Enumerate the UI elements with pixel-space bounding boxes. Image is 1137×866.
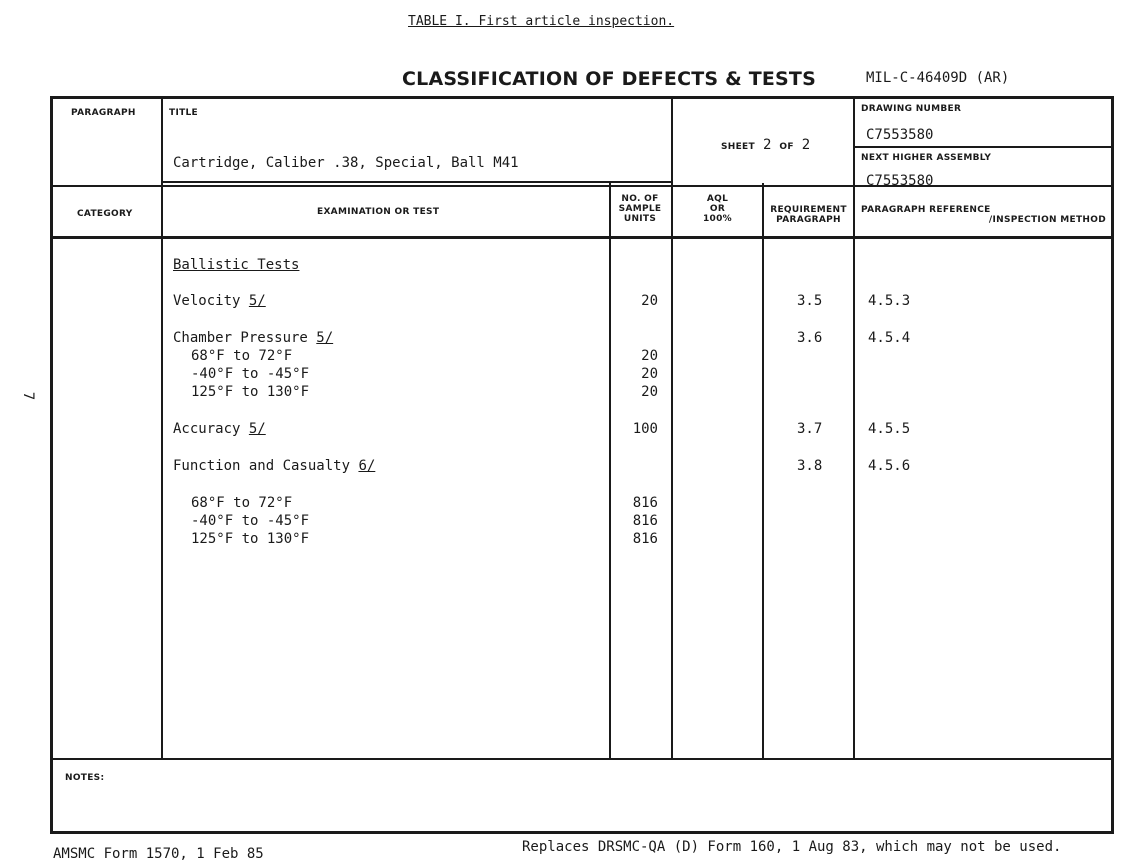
paragraph-label: PARAGRAPH [71,108,136,118]
test-function-casualty: Function and Casualty 6/ [173,458,376,474]
divider-samples [609,183,611,760]
drawing-number-label: DRAWING NUMBER [861,104,962,114]
req-function-casualty: 3.8 [797,458,823,474]
req-chamber-pressure: 3.6 [797,330,823,346]
col-requirement: REQUIREMENT PARAGRAPH [770,205,847,225]
page-number: 7 [20,391,37,401]
title-value: Cartridge, Caliber .38, Special, Ball M41 [173,155,519,171]
divider-category [161,99,163,760]
divider-notes [53,758,1114,760]
test-chamber-pressure: Chamber Pressure 5/ [173,330,334,346]
col-category: CATEGORY [77,209,133,219]
next-assembly-number: C7553580 [866,173,934,189]
temp-label: -40°F to -45°F [191,366,310,382]
samples-accuracy: 100 [632,421,658,437]
temp-samples: 20 [641,366,658,382]
replacement-notice: Replaces DRSMC-QA (D) Form 160, 1 Aug 83, which may not be used. [522,839,1062,855]
col-paragraph-reference: PARAGRAPH REFERENCE /INSPECTION METHOD [861,205,1106,225]
ref-chamber-pressure: 4.5.4 [868,330,911,346]
form-heading: CLASSIFICATION OF DEFECTS & TESTS [402,68,816,90]
divider-header [53,185,1114,187]
test-velocity: Velocity 5/ [173,293,266,309]
drawing-number: C7553580 [866,127,934,143]
temp-samples: 816 [632,513,658,529]
temp-label: 68°F to 72°F [191,348,293,364]
col-examination: EXAMINATION OR TEST [317,207,440,217]
spec-number: MIL-C-46409D (AR) [866,70,1010,86]
temp-label: -40°F to -45°F [191,513,310,529]
col-aql: AQL OR 100% [702,194,732,224]
title-label: TITLE [169,108,199,118]
sheet-number: 2 [762,137,772,153]
next-assembly-label: NEXT HIGHER ASSEMBLY [861,153,992,163]
sheet-indicator [721,137,810,153]
form-number: AMSMC Form 1570, 1 Feb 85 [53,846,264,862]
temp-samples: 816 [632,495,658,511]
of-label: OF [779,142,794,152]
test-accuracy: Accuracy 5/ [173,421,266,437]
divider-reference [853,99,855,760]
samples-velocity: 20 [641,293,658,309]
temp-label: 68°F to 72°F [191,495,293,511]
divider-drawing [853,146,1114,148]
temp-samples: 20 [641,384,658,400]
temp-samples: 816 [632,531,658,547]
divider-title [161,181,671,183]
temp-samples: 20 [641,348,658,364]
divider-columns [53,236,1114,239]
req-accuracy: 3.7 [797,421,823,437]
divider-requirement [762,183,764,760]
ref-function-casualty: 4.5.6 [868,458,911,474]
inspection-form [50,96,1114,834]
col-sample-units: NO. OF SAMPLE UNITS [618,194,662,224]
sheet-label: SHEET [721,142,755,152]
req-velocity: 3.5 [797,293,823,309]
temp-label: 125°F to 130°F [191,384,310,400]
sheet-total: 2 [801,137,811,153]
temp-label: 125°F to 130°F [191,531,310,547]
ref-accuracy: 4.5.5 [868,421,911,437]
ref-velocity: 4.5.3 [868,293,911,309]
table-caption: TABLE I. First article inspection. [408,14,675,29]
section-title: Ballistic Tests [173,257,300,273]
notes-label: NOTES: [65,773,105,783]
